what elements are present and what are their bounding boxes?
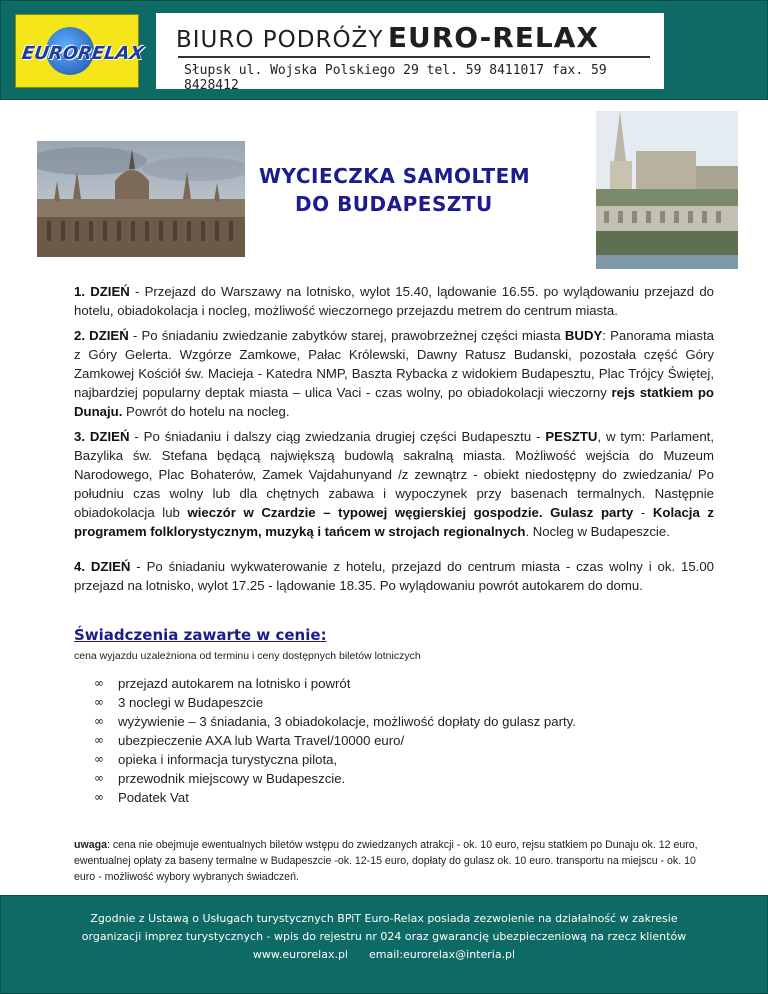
infinity-bullet-icon: ∞ xyxy=(94,676,104,690)
list-item xyxy=(94,750,576,769)
list-item xyxy=(94,674,576,693)
list-item xyxy=(94,769,576,788)
parliament-photo xyxy=(37,141,245,257)
day-1 xyxy=(74,282,714,320)
agency-brand: EURO-RELAX xyxy=(387,21,599,54)
services-list xyxy=(94,674,576,807)
list-item-text: przewodnik miejscowy w Budapeszcie. xyxy=(118,771,346,786)
footer-line-2: organizacji imprez turystycznych - wpis do rejestru nr 024 oraz gwarancję ubezpieczeniową na rzecz klientów xyxy=(81,930,687,943)
list-item-text: 3 noclegi w Budapeszcie xyxy=(118,695,264,710)
logo-text: EURORELAX xyxy=(20,43,145,64)
list-item xyxy=(94,712,576,731)
bastion-illustration xyxy=(596,111,738,269)
day-2-highlight-buda: BUDY xyxy=(564,328,603,343)
footer-line-1: Zgodnie z Ustawą o Usługach turystycznych BPiT Euro-Relax posiada zezwolenie na działalność w zakresie xyxy=(90,912,678,925)
remark-text: : cena nie obejmuje ewentualnych biletów wstępu do zwiedzanych atrakcji - ok. 10 euro, rejsu statkiem po Dunaju ok. 12 euro, ewentualnej opłaty za baseny termalne w Budapeszcie -ok. 12-15 euro, dopłaty do gulasz ok. 10 euro. transportu na miejscu - ok. 10 euro - możliwość wybory wybranych świadczeń. xyxy=(74,839,698,883)
trip-title-line2: DO BUDAPESZTU xyxy=(295,192,493,216)
day-2-text: : Panorama miasta z Góry Gelerta. Wzgórze Zamkowe, Pałac Królewski, Dawny Ratusz Budanski, pozostała część Góry Zamkowej Kościół św. Macieja - Katedra NMP, Baszta Rybacka z widokiem Budapesztu, Plac Trójcy Świętej, najbardziej popularny deptak miasta – ulica Vaci - czas wolny, po obiadokolacji wieczorny xyxy=(74,328,714,400)
day-3-label: 3. DZIEŃ xyxy=(74,429,130,444)
trip-title-line1: WYCIECZKA SAMOLTEM xyxy=(259,164,531,188)
list-item-text: przejazd autokarem na lotnisko i powrót xyxy=(118,676,351,691)
day-3-highlight-dinner: Kolacja z programem folklorystycznym, muzyką i tańcem w strojach regionalnych xyxy=(74,505,715,539)
company-logo[interactable] xyxy=(15,14,145,88)
services-title-colon: : xyxy=(320,626,327,644)
day-3-highlight-czarda: wieczór w Czardzie – typowej węgierskiej gospodzie. Gulasz party xyxy=(187,505,634,520)
parliament-illustration xyxy=(37,141,245,257)
day-3-text: . Nocleg w Budapeszcie. xyxy=(525,524,670,539)
infinity-bullet-icon: ∞ xyxy=(94,695,104,709)
list-item-text: wyżywienie – 3 śniadania, 3 obiadokolacje, możliwość dopłaty do gulasz party. xyxy=(118,714,576,729)
footer-text xyxy=(1,910,767,964)
services-title xyxy=(74,626,327,644)
day-2-text: Powrót do hotelu na nocleg. xyxy=(122,404,290,419)
list-item xyxy=(94,693,576,712)
day-2-label: 2. DZIEŃ xyxy=(74,328,129,343)
day-3 xyxy=(74,427,714,541)
services-title-text: Świadczenia zawarte w cenie xyxy=(74,626,321,644)
list-item xyxy=(94,788,576,807)
header-panel xyxy=(156,13,664,93)
trip-title xyxy=(259,162,530,218)
header-band xyxy=(0,0,768,100)
website-link[interactable]: www.eurorelax.pl xyxy=(252,948,348,961)
list-item xyxy=(94,731,576,750)
infinity-bullet-icon: ∞ xyxy=(94,771,104,785)
day-2-highlight-cruise: rejs statkiem po Dunaju. xyxy=(74,385,714,419)
list-item-text: opieka i informacja turystyczna pilota, xyxy=(118,752,338,767)
day-3-highlight-pest: PESZTU xyxy=(545,429,598,444)
footer-contacts xyxy=(1,946,767,964)
day-3-text: - Po śniadaniu i dalszy ciąg zwiedzania drugiej części Budapesztu - xyxy=(129,429,546,444)
agency-address: Słupsk ul. Wojska Polskiego 29 tel. 59 8411017 fax. 59 8428412 xyxy=(184,63,607,93)
day-3-text: - xyxy=(633,505,653,520)
day-4-label: 4. DZIEŃ xyxy=(74,559,131,574)
agency-title xyxy=(176,21,599,54)
title-underline xyxy=(178,56,650,58)
infinity-bullet-icon: ∞ xyxy=(94,752,104,766)
list-item-text: Podatek Vat xyxy=(118,790,189,805)
day-1-text: - Przejazd do Warszawy na lotnisko, wylot 15.40, lądowanie 16.55. po wylądowaniu przejazd do hotelu, obiadokolacja i nocleg, możliwość wieczornego przejazdu metrem do centrum miasta. xyxy=(74,284,714,318)
services-note: cena wyjazdu uzależniona od terminu i ceny dostępnych biletów lotniczych xyxy=(74,650,421,662)
day-2-text: - Po śniadaniu zwiedzanie zabytków starej, prawobrzeżnej części miasta xyxy=(128,328,565,343)
day-4 xyxy=(74,557,714,595)
infinity-bullet-icon: ∞ xyxy=(94,733,104,747)
infinity-bullet-icon: ∞ xyxy=(94,790,104,804)
agency-title-prefix: BIURO PODRÓŻY xyxy=(176,27,384,53)
day-4-text: - Po śniadaniu wykwaterowanie z hotelu, przejazd do centrum miasta - czas wolny i ok. 15.00 przejazd na lotnisko, wylot 17.25 - lądowanie 18.35. Po wylądowaniu powrót autokarem do domu. xyxy=(74,559,714,593)
day-2 xyxy=(74,326,714,421)
infinity-bullet-icon: ∞ xyxy=(94,714,104,728)
remark-label: uwaga xyxy=(74,839,107,851)
day-3-text: , w tym: Parlament, Bazylika św. Stefana będącą największą budowlą sakralną miasta. Możliwość wejścia do Muzeum Narodowego, Plac Bohaterów, Zamek Vajdahunyand /z zewnątrz - obiekt niedostępny do zwiedzania/ Po południu czas wolny lub dla chętnych zabawa i wypoczynek przy basenach termalnych. Następnie obiadokolacja lub xyxy=(74,429,714,520)
footer-band xyxy=(0,895,768,994)
day-1-label: 1. DZIEŃ xyxy=(74,284,130,299)
remark-note xyxy=(74,837,714,885)
list-item-text: ubezpieczenie AXA lub Warta Travel/10000 euro/ xyxy=(118,733,405,748)
fishermans-bastion-photo xyxy=(596,111,738,269)
email-link[interactable]: email:eurorelax@interia.pl xyxy=(368,948,516,961)
